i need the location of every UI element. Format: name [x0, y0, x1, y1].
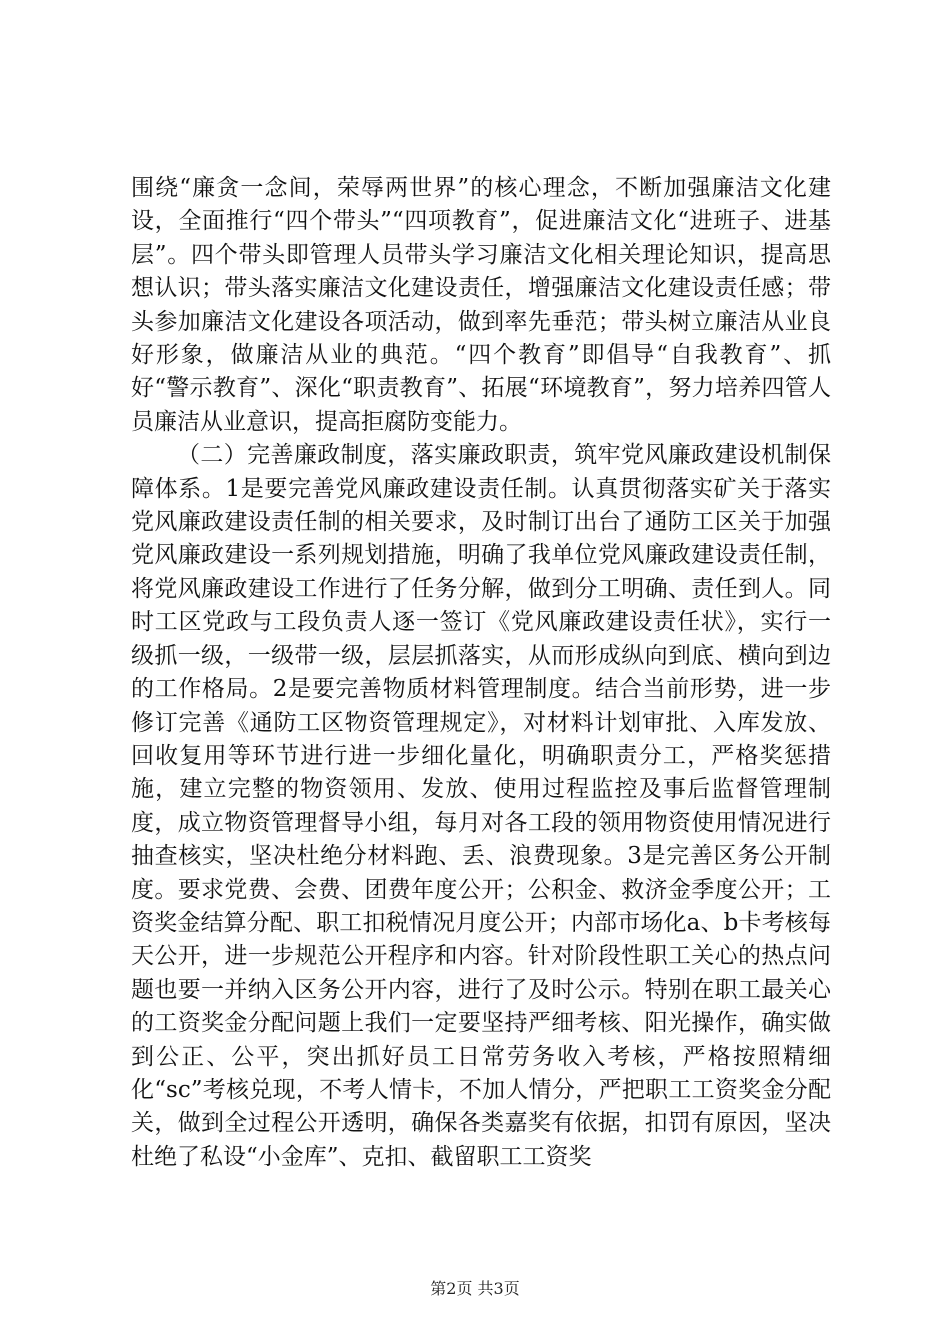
document-body	[131, 172, 831, 1174]
page-footer: 第2页 共3页	[430, 1279, 520, 1298]
paragraph-2: （二）完善廉政制度，落实廉政职责，筑牢党风廉政建设机制保障体系。1是要完善党风廉政建设责任制。认真贯彻落实矿关于落实党风廉政建设责任制的相关要求，及时制订出台了通防工区关于加强党风廉政建设一系列规划措施，明确了我单位党风廉政建设责任制，将党风廉政建设工作进行了任务分解，做到分工明确、责任到人。同时工区党政与工段负责人逐一签订《党风廉政建设责任状》，实行一级抓一级，一级带一级，层层抓落实，从而形成纵向到底、横向到边的工作格局。2是要完善物质材料管理制度。结合当前形势，进一步修订完善《通防工区物资管理规定》，对材料计划审批、入库发放、回收复用等环节进行进一步细化量化，明确职责分工，严格奖惩措施，建立完整的物资领用、发放、使用过程监控及事后监督管理制度，成立物资管理督导小组，每月对各工段的领用物资使用情况进行抽查核实，坚决杜绝分材料跑、丢、浪费现象。3是完善区务公开制度。要求党费、会费、团费年度公开；公积金、救济金季度公开；工资奖金结算分配、职工扣税情况月度公开；内部市场化a、b卡考核每天公开，进一步规范公开程序和内容。针对阶段性职工关心的热点问题也要一并纳入区务公开内容，进行了及时公示。特别在职工最关心的工资奖金分配问题上我们一定要坚持严细考核、阳光操作，确实做到公正、公平，突出抓好员工日常劳务收入考核，严格按照精细化“sc”考核兑现，不考人情卡，不加人情分，严把职工工资奖金分配关，做到全过程公开透明，确保各类嘉奖有依据，扣罚有原因，坚决杜绝了私设“小金库”、克扣、截留职工工资奖	[131, 442, 831, 1170]
paragraph-1: 围绕“廉贪一念间，荣辱两世界”的核心理念，不断加强廉洁文化建设，全面推行“四个带头”“四项教育”，促进廉洁文化“进班子、进基层”。四个带头即管理人员带头学习廉洁文化相关理论知识，提高思想认识；带头落实廉洁文化建设责任，增强廉洁文化建设责任感；带头参加廉洁文化建设各项活动，做到率先垂范；带头树立廉洁从业良好形象，做廉洁从业的典范。“四个教育”即倡导“自我教育”、抓好“警示教育”、深化“职责教育”、拓展“环境教育”，努力培养四管人员廉洁从业意识，提高拒腐防变能力。	[131, 175, 831, 435]
